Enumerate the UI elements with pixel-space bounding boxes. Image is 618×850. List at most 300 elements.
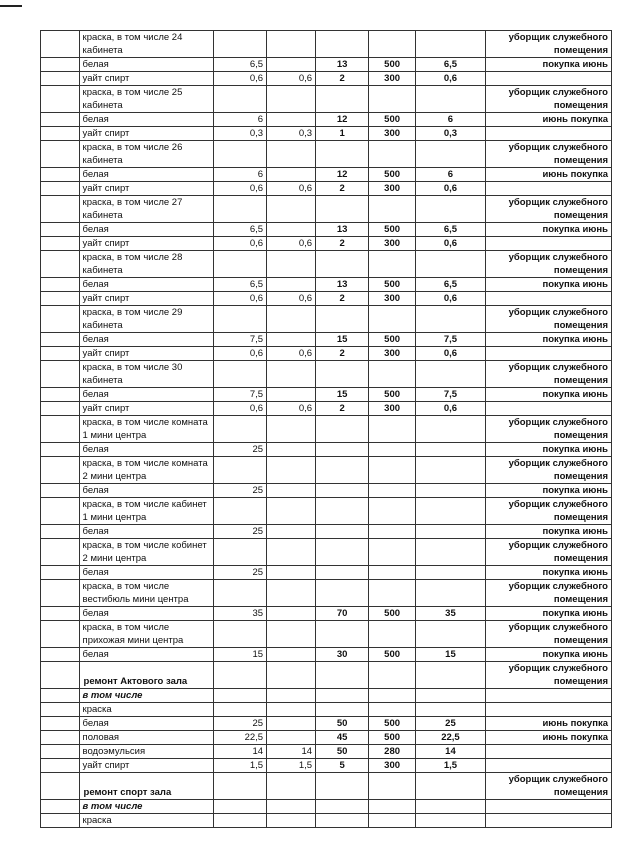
index-cell (41, 662, 80, 689)
item-cell: ремонт Актового зала (79, 662, 213, 689)
quantity-spent-cell (267, 251, 316, 278)
table-row (41, 251, 612, 278)
count-cell: 1 (316, 127, 369, 141)
table-row (41, 566, 612, 580)
note-cell: уборщик служебного помещения (485, 773, 611, 800)
item-cell: краска, в том числе 30 кабинета (79, 361, 213, 388)
note-cell: уборщик служебного помещения (485, 361, 611, 388)
index-cell (41, 292, 80, 306)
table-row (41, 237, 612, 251)
index-cell (41, 196, 80, 223)
count-cell (316, 580, 369, 607)
quantity-spent-cell: 0,6 (267, 292, 316, 306)
price-cell: 500 (369, 648, 416, 662)
quantity-cell (213, 539, 266, 566)
item-cell: ремонт спорт зала (79, 773, 213, 800)
item-cell: водоэмульсия (79, 745, 213, 759)
quantity-cell (213, 416, 266, 443)
count-cell (316, 498, 369, 525)
item-cell: белая (79, 484, 213, 498)
note-cell: уборщик служебного помещения (485, 306, 611, 333)
total-cell (416, 196, 486, 223)
index-cell (41, 566, 80, 580)
index-cell (41, 648, 80, 662)
total-cell (416, 416, 486, 443)
quantity-cell (213, 800, 266, 814)
item-cell: краска, в том числе 26 кабинета (79, 141, 213, 168)
note-cell: уборщик служебного помещения (485, 251, 611, 278)
total-cell (416, 443, 486, 457)
count-cell: 15 (316, 388, 369, 402)
quantity-cell (213, 703, 266, 717)
quantity-spent-cell (267, 800, 316, 814)
count-cell (316, 525, 369, 539)
quantity-cell (213, 141, 266, 168)
table-row (41, 443, 612, 457)
price-cell: 500 (369, 58, 416, 72)
note-cell: покупка июнь (485, 58, 611, 72)
note-cell (485, 703, 611, 717)
total-cell: 6 (416, 113, 486, 127)
quantity-spent-cell (267, 498, 316, 525)
quantity-spent-cell (267, 731, 316, 745)
note-cell: покупка июнь (485, 566, 611, 580)
item-cell: белая (79, 333, 213, 347)
price-cell (369, 141, 416, 168)
price-cell (369, 457, 416, 484)
table-row (41, 731, 612, 745)
index-cell (41, 237, 80, 251)
price-cell: 280 (369, 745, 416, 759)
total-cell: 14 (416, 745, 486, 759)
note-cell: покупка июнь (485, 484, 611, 498)
count-cell (316, 814, 369, 828)
note-cell (485, 759, 611, 773)
price-cell (369, 703, 416, 717)
price-cell (369, 662, 416, 689)
quantity-cell (213, 361, 266, 388)
index-cell (41, 539, 80, 566)
total-cell (416, 621, 486, 648)
quantity-spent-cell: 0,3 (267, 127, 316, 141)
quantity-spent-cell (267, 703, 316, 717)
count-cell: 30 (316, 648, 369, 662)
price-cell: 300 (369, 237, 416, 251)
quantity-spent-cell: 0,6 (267, 182, 316, 196)
item-cell: белая (79, 648, 213, 662)
item-cell: белая (79, 113, 213, 127)
note-cell (485, 800, 611, 814)
total-cell: 6 (416, 168, 486, 182)
price-cell (369, 196, 416, 223)
total-cell: 6,5 (416, 58, 486, 72)
total-cell (416, 457, 486, 484)
quantity-spent-cell (267, 278, 316, 292)
index-cell (41, 814, 80, 828)
count-cell: 2 (316, 292, 369, 306)
quantity-spent-cell (267, 607, 316, 621)
total-cell (416, 361, 486, 388)
quantity-cell (213, 86, 266, 113)
total-cell (416, 580, 486, 607)
quantity-spent-cell (267, 196, 316, 223)
count-cell: 50 (316, 745, 369, 759)
quantity-spent-cell (267, 484, 316, 498)
quantity-spent-cell (267, 443, 316, 457)
index-cell (41, 182, 80, 196)
materials-table-body (41, 31, 612, 828)
quantity-spent-cell (267, 361, 316, 388)
note-cell: уборщик служебного помещения (485, 662, 611, 689)
note-cell: июнь покупка (485, 113, 611, 127)
quantity-spent-cell: 14 (267, 745, 316, 759)
count-cell: 50 (316, 717, 369, 731)
index-cell (41, 457, 80, 484)
note-cell: июнь покупка (485, 168, 611, 182)
count-cell (316, 361, 369, 388)
quantity-cell: 25 (213, 717, 266, 731)
quantity-cell: 0,3 (213, 127, 266, 141)
price-cell: 500 (369, 717, 416, 731)
quantity-cell (213, 457, 266, 484)
quantity-cell (213, 31, 266, 58)
total-cell (416, 662, 486, 689)
index-cell (41, 388, 80, 402)
quantity-cell (213, 196, 266, 223)
index-cell (41, 31, 80, 58)
table-row (41, 539, 612, 566)
price-cell: 300 (369, 292, 416, 306)
table-row (41, 498, 612, 525)
count-cell (316, 306, 369, 333)
total-cell (416, 251, 486, 278)
table-row (41, 689, 612, 703)
quantity-cell (213, 814, 266, 828)
table-row (41, 580, 612, 607)
price-cell: 500 (369, 168, 416, 182)
quantity-spent-cell: 0,6 (267, 347, 316, 361)
count-cell (316, 416, 369, 443)
item-cell: белая (79, 223, 213, 237)
quantity-cell: 7,5 (213, 333, 266, 347)
index-cell (41, 773, 80, 800)
table-row (41, 648, 612, 662)
price-cell (369, 416, 416, 443)
table-row (41, 484, 612, 498)
item-cell: белая (79, 525, 213, 539)
index-cell (41, 745, 80, 759)
item-cell: краска, в том числе прихожая мини центра (79, 621, 213, 648)
note-cell: уборщик служебного помещения (485, 580, 611, 607)
count-cell: 45 (316, 731, 369, 745)
quantity-cell: 1,5 (213, 759, 266, 773)
total-cell: 0,6 (416, 292, 486, 306)
table-row (41, 759, 612, 773)
price-cell (369, 86, 416, 113)
index-cell (41, 621, 80, 648)
quantity-cell: 25 (213, 525, 266, 539)
note-cell: покупка июнь (485, 648, 611, 662)
quantity-cell: 35 (213, 607, 266, 621)
quantity-cell: 0,6 (213, 182, 266, 196)
table-row (41, 196, 612, 223)
price-cell: 500 (369, 388, 416, 402)
price-cell: 500 (369, 278, 416, 292)
item-cell: белая (79, 717, 213, 731)
price-cell (369, 773, 416, 800)
item-cell: уайт спирт (79, 237, 213, 251)
index-cell (41, 333, 80, 347)
price-cell (369, 306, 416, 333)
price-cell: 500 (369, 607, 416, 621)
index-cell (41, 498, 80, 525)
note-cell (485, 689, 611, 703)
total-cell: 6,5 (416, 278, 486, 292)
count-cell (316, 662, 369, 689)
note-cell: покупка июнь (485, 443, 611, 457)
quantity-cell: 14 (213, 745, 266, 759)
quantity-spent-cell (267, 333, 316, 347)
total-cell: 6,5 (416, 223, 486, 237)
note-cell: покупка июнь (485, 223, 611, 237)
total-cell: 1,5 (416, 759, 486, 773)
quantity-spent-cell (267, 662, 316, 689)
total-cell (416, 306, 486, 333)
index-cell (41, 800, 80, 814)
price-cell: 300 (369, 127, 416, 141)
price-cell (369, 251, 416, 278)
quantity-spent-cell (267, 621, 316, 648)
quantity-spent-cell (267, 31, 316, 58)
price-cell (369, 31, 416, 58)
note-cell: июнь покупка (485, 731, 611, 745)
quantity-spent-cell (267, 773, 316, 800)
price-cell (369, 443, 416, 457)
price-cell: 500 (369, 113, 416, 127)
count-cell: 2 (316, 237, 369, 251)
note-cell: уборщик служебного помещения (485, 498, 611, 525)
item-cell: белая (79, 168, 213, 182)
index-cell (41, 416, 80, 443)
quantity-cell: 0,6 (213, 402, 266, 416)
total-cell: 25 (416, 717, 486, 731)
count-cell (316, 457, 369, 484)
item-cell: уайт спирт (79, 127, 213, 141)
note-cell: уборщик служебного помещения (485, 457, 611, 484)
item-cell: краска (79, 814, 213, 828)
total-cell: 15 (416, 648, 486, 662)
item-cell: краска, в том числе 29 кабинета (79, 306, 213, 333)
note-cell (485, 182, 611, 196)
note-cell: уборщик служебного помещения (485, 31, 611, 58)
price-cell (369, 361, 416, 388)
price-cell (369, 525, 416, 539)
note-cell (485, 127, 611, 141)
table-row (41, 416, 612, 443)
total-cell: 0,6 (416, 237, 486, 251)
quantity-spent-cell (267, 648, 316, 662)
item-cell: в том числе (79, 689, 213, 703)
table-row (41, 457, 612, 484)
count-cell (316, 773, 369, 800)
quantity-spent-cell (267, 539, 316, 566)
total-cell: 22,5 (416, 731, 486, 745)
table-row (41, 717, 612, 731)
item-cell: краска, в том числе 27 кабинета (79, 196, 213, 223)
total-cell (416, 539, 486, 566)
quantity-cell: 22,5 (213, 731, 266, 745)
quantity-cell: 6 (213, 168, 266, 182)
item-cell: белая (79, 607, 213, 621)
note-cell (485, 292, 611, 306)
quantity-cell: 6,5 (213, 278, 266, 292)
count-cell: 2 (316, 402, 369, 416)
table-row (41, 388, 612, 402)
total-cell: 35 (416, 607, 486, 621)
index-cell (41, 689, 80, 703)
count-cell: 12 (316, 113, 369, 127)
quantity-spent-cell (267, 58, 316, 72)
item-cell: белая (79, 278, 213, 292)
total-cell (416, 800, 486, 814)
note-cell: покупка июнь (485, 333, 611, 347)
quantity-spent-cell: 0,6 (267, 402, 316, 416)
quantity-cell: 6,5 (213, 223, 266, 237)
item-cell: уайт спирт (79, 402, 213, 416)
total-cell: 0,6 (416, 347, 486, 361)
note-cell: уборщик служебного помещения (485, 86, 611, 113)
count-cell (316, 539, 369, 566)
quantity-spent-cell (267, 416, 316, 443)
item-cell: половая (79, 731, 213, 745)
total-cell: 0,6 (416, 182, 486, 196)
materials-table (40, 30, 612, 828)
price-cell (369, 566, 416, 580)
index-cell (41, 759, 80, 773)
total-cell (416, 814, 486, 828)
count-cell (316, 141, 369, 168)
index-cell (41, 72, 80, 86)
quantity-spent-cell (267, 168, 316, 182)
table-row (41, 361, 612, 388)
quantity-cell: 25 (213, 484, 266, 498)
count-cell: 2 (316, 182, 369, 196)
price-cell: 300 (369, 182, 416, 196)
item-cell: краска, в том числе комната 1 мини центра (79, 416, 213, 443)
quantity-spent-cell (267, 566, 316, 580)
quantity-spent-cell (267, 388, 316, 402)
note-cell (485, 347, 611, 361)
price-cell (369, 621, 416, 648)
index-cell (41, 113, 80, 127)
note-cell: уборщик служебного помещения (485, 416, 611, 443)
quantity-cell (213, 662, 266, 689)
total-cell (416, 703, 486, 717)
quantity-spent-cell (267, 814, 316, 828)
price-cell: 300 (369, 347, 416, 361)
price-cell: 500 (369, 731, 416, 745)
index-cell (41, 703, 80, 717)
note-cell (485, 237, 611, 251)
item-cell: белая (79, 566, 213, 580)
index-cell (41, 607, 80, 621)
item-cell: белая (79, 443, 213, 457)
quantity-cell: 0,6 (213, 237, 266, 251)
count-cell (316, 621, 369, 648)
table-row (41, 621, 612, 648)
count-cell: 70 (316, 607, 369, 621)
index-cell (41, 278, 80, 292)
quantity-spent-cell (267, 306, 316, 333)
price-cell (369, 800, 416, 814)
total-cell: 0,6 (416, 72, 486, 86)
count-cell (316, 86, 369, 113)
note-cell: уборщик служебного помещения (485, 196, 611, 223)
item-cell: белая (79, 388, 213, 402)
item-cell: краска (79, 703, 213, 717)
quantity-spent-cell (267, 86, 316, 113)
price-cell: 300 (369, 72, 416, 86)
note-cell: уборщик служебного помещения (485, 621, 611, 648)
table-row (41, 127, 612, 141)
table-row (41, 292, 612, 306)
count-cell (316, 251, 369, 278)
total-cell: 7,5 (416, 333, 486, 347)
quantity-spent-cell (267, 525, 316, 539)
quantity-cell (213, 498, 266, 525)
price-cell (369, 484, 416, 498)
quantity-cell: 7,5 (213, 388, 266, 402)
item-cell: уайт спирт (79, 759, 213, 773)
table-row (41, 182, 612, 196)
table-row (41, 58, 612, 72)
index-cell (41, 306, 80, 333)
quantity-cell: 6,5 (213, 58, 266, 72)
price-cell: 300 (369, 402, 416, 416)
count-cell (316, 689, 369, 703)
count-cell: 15 (316, 333, 369, 347)
quantity-cell: 0,6 (213, 292, 266, 306)
item-cell: краска, в том числе вестибюль мини центра (79, 580, 213, 607)
quantity-cell (213, 621, 266, 648)
table-row (41, 773, 612, 800)
item-cell: белая (79, 58, 213, 72)
table-row (41, 113, 612, 127)
total-cell (416, 773, 486, 800)
quantity-cell: 15 (213, 648, 266, 662)
total-cell (416, 484, 486, 498)
table-row (41, 333, 612, 347)
price-cell (369, 689, 416, 703)
note-cell: покупка июнь (485, 388, 611, 402)
item-cell: краска, в том числе 28 кабинета (79, 251, 213, 278)
note-cell: июнь покупка (485, 717, 611, 731)
note-cell: покупка июнь (485, 607, 611, 621)
item-cell: краска, в том числе кабинет 1 мини центра (79, 498, 213, 525)
count-cell: 2 (316, 72, 369, 86)
table-row (41, 141, 612, 168)
count-cell: 5 (316, 759, 369, 773)
quantity-cell: 6 (213, 113, 266, 127)
item-cell: краска, в том числе кобинет 2 мини центра (79, 539, 213, 566)
index-cell (41, 223, 80, 237)
total-cell (416, 141, 486, 168)
index-cell (41, 731, 80, 745)
quantity-cell: 25 (213, 566, 266, 580)
table-row (41, 814, 612, 828)
note-cell (485, 402, 611, 416)
price-cell (369, 580, 416, 607)
